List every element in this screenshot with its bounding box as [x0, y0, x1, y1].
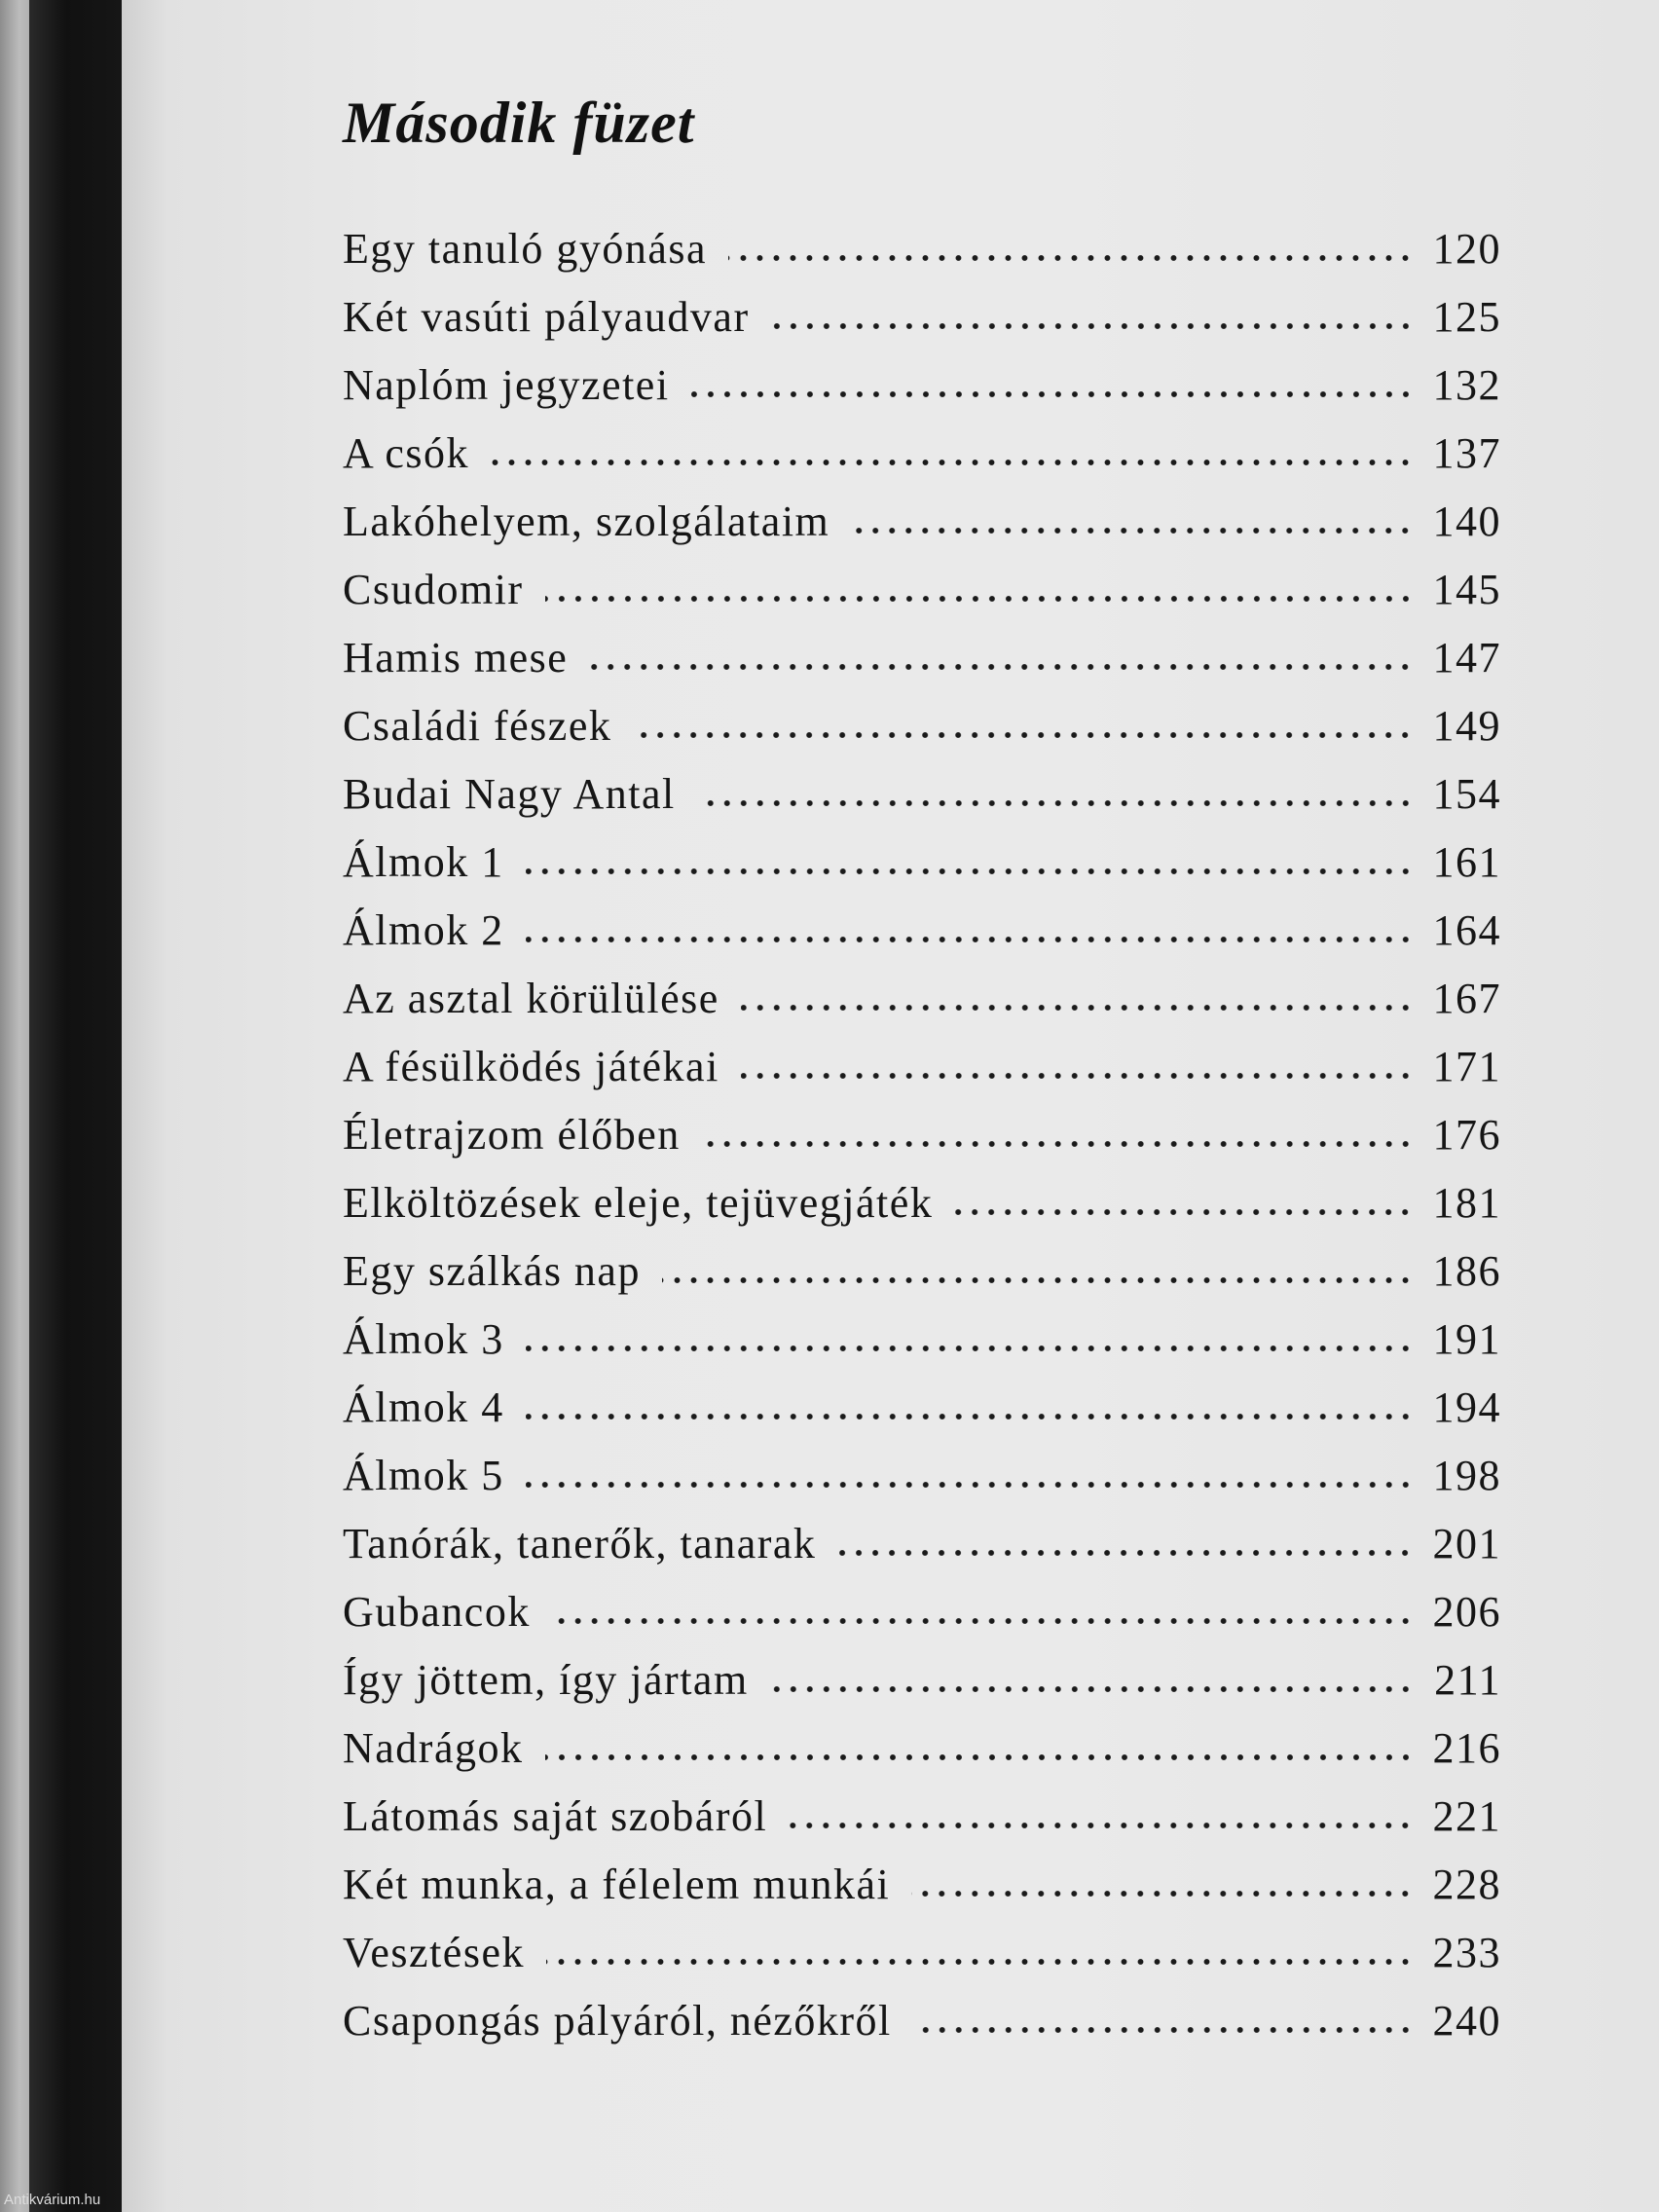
toc-entry-title: Egy szálkás nap [343, 1247, 641, 1295]
toc-entry [343, 905, 1501, 974]
toc-entry [343, 428, 1501, 497]
toc-entry-page-number: 216 [1432, 1724, 1501, 1772]
dot-leader [741, 1003, 1414, 1013]
toc-entry-title: Egy tanuló gyónása [343, 225, 708, 273]
toc-entry-page-number: 233 [1432, 1929, 1501, 1976]
dot-leader [526, 1412, 1414, 1421]
toc-entry-title: Álmok 5 [343, 1452, 504, 1499]
dot-leader [702, 1139, 1414, 1149]
toc-entry-title: Csudomir [343, 566, 524, 613]
toc-entry-title: Álmok 2 [343, 906, 504, 954]
toc-entry-page-number: 221 [1432, 1792, 1501, 1840]
dot-leader [771, 321, 1414, 331]
dot-leader [552, 1616, 1414, 1626]
toc-entry [343, 1451, 1501, 1519]
toc-entry-page-number: 147 [1432, 634, 1501, 682]
toc-entry [343, 1723, 1501, 1791]
dot-leader [526, 866, 1414, 876]
toc-entry-title: Nadrágok [343, 1724, 524, 1772]
toc-entry [343, 565, 1501, 633]
toc-entry-title: Álmok 1 [343, 838, 504, 886]
toc-entry-page-number: 167 [1432, 975, 1501, 1022]
toc-entry-page-number: 164 [1432, 906, 1501, 954]
toc-entry-page-number: 211 [1434, 1656, 1501, 1704]
toc-entry [343, 1042, 1501, 1110]
toc-entry-title: Csapongás pályáról, nézőkről [343, 1997, 892, 2045]
toc-entry-page-number: 186 [1432, 1247, 1501, 1295]
toc-entry [343, 837, 1501, 905]
toc-entry-title: Családi fészek [343, 702, 612, 750]
toc-entry-page-number: 120 [1432, 225, 1501, 273]
toc-entry-page-number: 191 [1432, 1315, 1501, 1363]
toc-entry-title: Álmok 3 [343, 1315, 504, 1363]
toc-entry-page-number: 140 [1432, 498, 1501, 545]
toc-entry-page-number: 228 [1432, 1861, 1501, 1908]
toc-entry [343, 497, 1501, 565]
toc-entry-page-number: 161 [1432, 838, 1501, 886]
dot-leader [633, 730, 1414, 740]
toc-entry-page-number: 125 [1432, 293, 1501, 341]
dot-leader [837, 1548, 1414, 1558]
toc-entry-page-number: 240 [1432, 1997, 1501, 2045]
toc-entry-title: Gubancok [343, 1588, 531, 1636]
toc-entry [343, 633, 1501, 701]
dot-leader [526, 1344, 1414, 1353]
toc-entry [343, 292, 1501, 360]
toc-entry [343, 769, 1501, 837]
dot-leader [526, 1480, 1414, 1490]
toc-entry-page-number: 171 [1432, 1043, 1501, 1090]
toc-entry-title: Látomás saját szobáról [343, 1792, 768, 1840]
toc-entry-title: Két vasúti pályaudvar [343, 293, 750, 341]
toc-entry-title: Budai Nagy Antal [343, 770, 676, 818]
dot-leader [545, 594, 1414, 604]
toc-entry [343, 360, 1501, 428]
toc-entry-title: Életrajzom élőben [343, 1111, 681, 1159]
toc-entry-title: Álmok 4 [343, 1383, 504, 1431]
toc-entry-title: Így jöttem, így jártam [343, 1656, 749, 1704]
toc-entry [343, 224, 1501, 292]
table-of-contents [343, 224, 1501, 2064]
toc-entry-page-number: 149 [1432, 702, 1501, 750]
toc-entry [343, 1110, 1501, 1178]
dot-leader [545, 1752, 1415, 1762]
toc-entry [343, 1860, 1501, 1928]
toc-entry-title: A fésülködés játékai [343, 1043, 719, 1090]
dot-leader [851, 526, 1414, 535]
toc-entry [343, 1655, 1501, 1723]
page-title: Második füzet [343, 91, 695, 155]
watermark: Antikvárium.hu [4, 2192, 101, 2208]
toc-entry [343, 701, 1501, 769]
dot-leader [911, 1889, 1414, 1899]
toc-entry-title: Vesztések [343, 1929, 525, 1976]
dot-leader [691, 389, 1414, 399]
toc-entry-title: Elköltözések eleje, tejüvegjáték [343, 1179, 934, 1227]
toc-entry-page-number: 194 [1432, 1383, 1501, 1431]
toc-entry [343, 1928, 1501, 1996]
toc-entry [343, 974, 1501, 1042]
dot-leader [770, 1684, 1414, 1694]
dot-leader [954, 1207, 1414, 1217]
toc-entry-page-number: 198 [1432, 1452, 1501, 1499]
toc-entry-page-number: 206 [1432, 1588, 1501, 1636]
toc-entry [343, 1519, 1501, 1587]
dot-leader [913, 2025, 1414, 2035]
toc-entry [343, 1382, 1501, 1451]
dot-leader [789, 1821, 1414, 1830]
toc-entry-title: Lakóhelyem, szolgálataim [343, 498, 830, 545]
dot-leader [697, 798, 1414, 808]
toc-entry-title: Két munka, a félelem munkái [343, 1861, 891, 1908]
toc-entry-title: Hamis mese [343, 634, 569, 682]
toc-entry-page-number: 137 [1432, 429, 1501, 477]
dot-leader [546, 1957, 1414, 1967]
toc-entry-title: Az asztal körülülése [343, 975, 719, 1022]
book-spine [29, 0, 122, 2212]
toc-entry [343, 1246, 1501, 1314]
toc-entry [343, 1587, 1501, 1655]
toc-entry-page-number: 201 [1432, 1520, 1501, 1567]
toc-entry-page-number: 154 [1432, 770, 1501, 818]
toc-entry-page-number: 145 [1432, 566, 1501, 613]
dot-leader [589, 662, 1414, 672]
dot-leader [526, 935, 1414, 944]
toc-entry-title: Tanórák, tanerők, tanarak [343, 1520, 817, 1567]
dot-leader [741, 1071, 1414, 1081]
toc-entry-page-number: 181 [1432, 1179, 1501, 1227]
toc-entry [343, 1996, 1501, 2064]
toc-entry-page-number: 176 [1432, 1111, 1501, 1159]
dot-leader [491, 458, 1414, 467]
toc-entry [343, 1178, 1501, 1246]
toc-entry-page-number: 132 [1432, 361, 1501, 409]
toc-entry [343, 1314, 1501, 1382]
toc-entry-title: A csók [343, 429, 469, 477]
toc-entry-title: Naplóm jegyzetei [343, 361, 670, 409]
dot-leader [728, 253, 1414, 263]
dot-leader [662, 1275, 1414, 1285]
toc-entry [343, 1791, 1501, 1860]
